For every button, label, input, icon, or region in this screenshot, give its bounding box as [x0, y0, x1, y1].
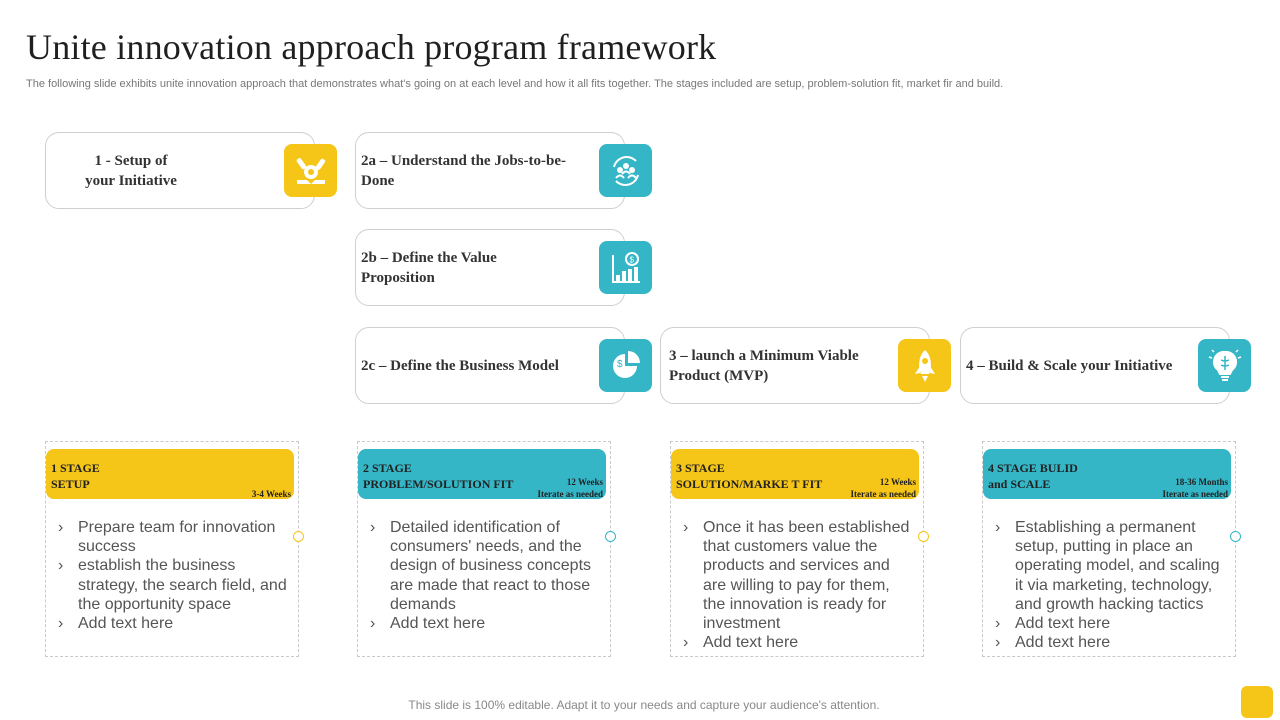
card-jobs-label: 2a – Understand the Jobs-to-be- Done: [361, 152, 567, 189]
connector-dot: [293, 531, 304, 542]
stage-4-bullets: [995, 518, 1227, 652]
card-build-scale: [960, 327, 1230, 404]
connector-dot: [918, 531, 929, 542]
list-item: › Detailed identification of consumers' needs, and the design of business concepts are made that react to those demands: [370, 518, 602, 614]
card-business-label: 2c – Define the Business Model: [361, 357, 559, 374]
stage-2-duration: 12 Weeks Iterate as needed: [537, 477, 603, 499]
brain-bulb-icon: [1198, 339, 1251, 392]
stage-1-duration: 3-4 Weeks: [251, 489, 291, 499]
card-business-model: [355, 327, 625, 404]
stage-1-header: [46, 449, 294, 499]
card-value-proposition: [355, 229, 625, 306]
card-jobs-to-be-done: [355, 132, 625, 209]
slide-title: Unite innovation approach program framework: [26, 27, 717, 67]
stage-2-name: 2 STAGE PROBLEM/SOLUTION FIT: [363, 461, 514, 491]
team-cycle-icon: [599, 144, 652, 197]
stage-1-name: 1 STAGE SETUP: [51, 461, 100, 491]
list-item: › Add text here: [58, 614, 290, 633]
list-item: › Add text here: [370, 614, 602, 633]
list-item: › Establishing a permanent setup, putting in place an operating model, and scaling it via marketing, technology, and growth hacking tactics: [995, 518, 1227, 614]
stage-3-duration: 12 Weeks Iterate as needed: [850, 477, 916, 499]
card-value-label: 2b – Define the Value Proposition: [361, 249, 497, 286]
list-item: › establish the business strategy, the search field, and the opportunity space: [58, 556, 290, 614]
stage-2-header: [358, 449, 606, 499]
stage-4-duration: 18-36 Months Iterate as needed: [1162, 477, 1228, 499]
connector-dot: [1230, 531, 1241, 542]
stage-1-bullets: [58, 518, 290, 633]
footer-note: This slide is 100% editable. Adapt it to your needs and capture your audience's attention.: [408, 698, 880, 712]
connector-dot: [605, 531, 616, 542]
stage-3-header: [671, 449, 919, 499]
stage-3-name: 3 STAGE SOLUTION/MARKE T FIT: [676, 461, 823, 491]
stage-2-box: [357, 441, 611, 657]
card-setup-label: 1 - Setup of your Initiative: [85, 152, 177, 189]
list-item: › Add text here: [683, 633, 915, 652]
card-mvp-label: 3 – launch a Minimum Viable Product (MVP): [669, 347, 859, 384]
gear-hand-icon: [284, 144, 337, 197]
rocket-icon: [898, 339, 951, 392]
card-setup: [45, 132, 315, 209]
svg-text:$: $: [616, 358, 623, 370]
list-item: › Prepare team for innovation success: [58, 518, 290, 556]
svg-text:$: $: [629, 255, 634, 264]
stage-4-header: [983, 449, 1231, 499]
list-item: › Once it has been established that customers value the products and services and are willing to pay for them, the innovation is ready for investment: [683, 518, 915, 633]
card-scale-label: 4 – Build & Scale your Initiative: [966, 357, 1173, 374]
list-item: › Add text here: [995, 633, 1227, 652]
stage-4-box: [982, 441, 1236, 657]
list-item: › Add text here: [995, 614, 1227, 633]
stage-4-name: 4 STAGE BULID and SCALE: [988, 461, 1078, 491]
stage-3-bullets: [683, 518, 915, 652]
stage-1-box: [45, 441, 299, 657]
stage-3-box: [670, 441, 924, 657]
pie-chart-dollar-icon: [599, 339, 652, 392]
stage-2-bullets: [370, 518, 602, 633]
slide-subtitle: The following slide exhibits unite innovation approach that demonstrates what's going on at each level and how it all fits together. The stages included are setup, problem-solution fit, market fir and build.: [26, 78, 1004, 90]
growth-chart-icon: [599, 241, 652, 294]
card-mvp: [660, 327, 930, 404]
corner-accent: [1241, 686, 1273, 718]
